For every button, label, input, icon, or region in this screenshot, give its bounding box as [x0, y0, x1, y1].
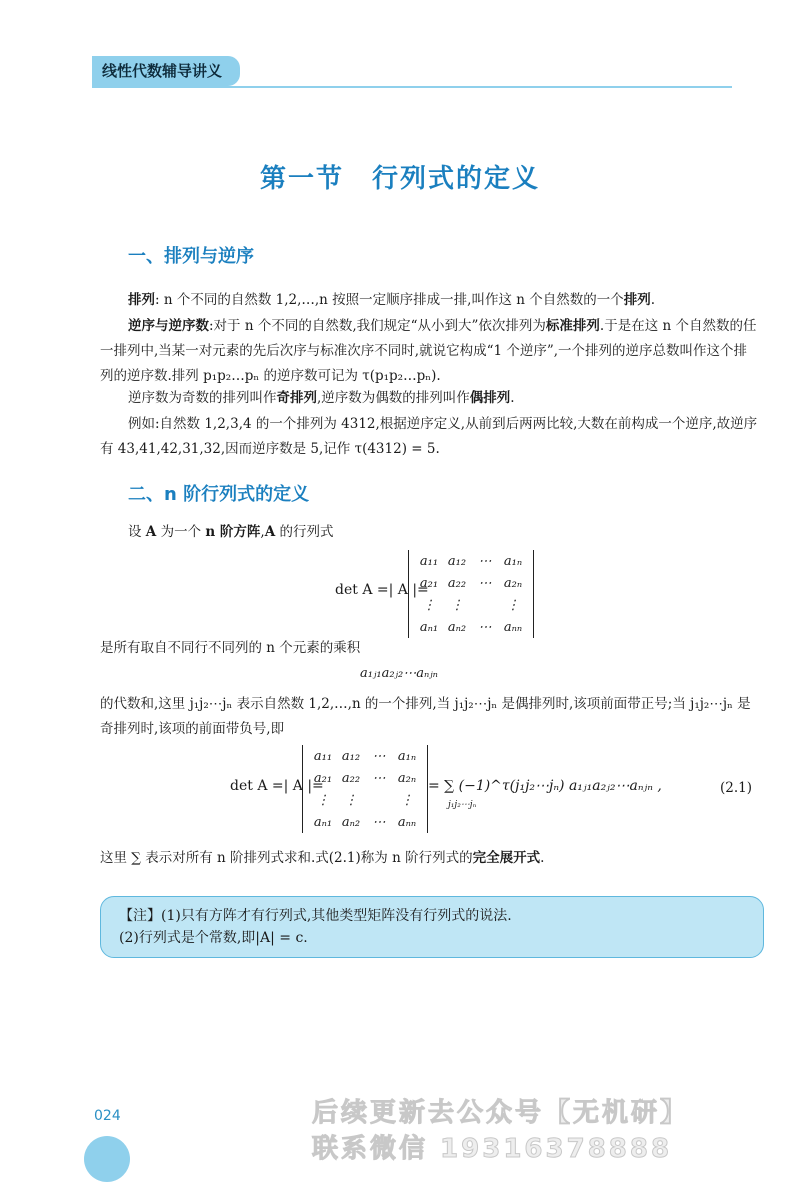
text: ,: [260, 524, 265, 540]
term-permutation-bold: 排列: [623, 292, 651, 308]
algebraic-sum-paragraph: 的代数和,这里 j₁j₂⋯jₙ 表示自然数 1,2,…,n 的一个排列,当 j₁j₂⋯jₙ 是偶排列时,该项前面带正号;当 j₁j₂⋯jₙ 是奇排列时,该项的前面带负号,即: [100, 696, 751, 737]
matrix-entry: aₙ₁: [313, 814, 333, 830]
note-line-2: (2)行列式是个常数,即|A| = c.: [119, 930, 308, 946]
det-label-2: det A =| A |=: [230, 778, 324, 794]
determinant-matrix-2: [302, 745, 428, 833]
matrix-entry: ⋯: [372, 748, 386, 764]
product-line: 是所有取自不同行不同列的 n 个元素的乘积: [100, 640, 361, 656]
matrix-entry: a₁ₙ: [503, 553, 523, 569]
matrix-entry: a₁₁: [313, 748, 333, 764]
text: 逆序数为奇数的排列叫作: [128, 390, 277, 406]
text: 的行列式: [275, 524, 334, 540]
matrix-entry: ⋯: [372, 814, 386, 830]
term-full-expansion: 完全展开式: [472, 850, 541, 866]
text: 为一个: [156, 524, 206, 540]
matrix-entry: aₙ₁: [419, 619, 439, 635]
definition-permutation: 排列: n 个不同的自然数 1,2,…,n 按照一定顺序排成一排,叫作这 n 个自然数的一个排列.: [128, 292, 656, 308]
text: .: [510, 390, 515, 406]
text: 设: [128, 524, 146, 540]
intro-line: [100, 520, 760, 545]
definition-inversion: [100, 314, 760, 389]
sum-subscript: j₁j₂⋯jₙ: [448, 800, 477, 810]
matrix-entry: ⋮: [316, 792, 330, 808]
matrix-entry: ⋮: [450, 597, 464, 613]
term-standard-perm: 标准排列: [545, 318, 600, 334]
term-odd: 奇排列: [276, 390, 317, 406]
text: 这里 ∑ 表示对所有 n 阶排列式求和.式(2.1)称为 n 阶行列式的: [100, 850, 473, 866]
definition-text: .于是在这 n 个自然数的任一排列中,当某一对元素的先后次序与标准次序不同时,就说它构成“1 个逆序”,一个排列的逆序总数叫作这个排列的逆序数.排列 p₁p₂…pₙ 的逆序数可记为 τ(p₁p₂…pₙ).: [100, 318, 757, 384]
determinant-matrix-1: [408, 550, 534, 638]
definition-text: :对于 n 个不同的自然数,我们规定“从小到大”依次排列为: [209, 318, 546, 334]
matrix-entry: aₙₙ: [503, 619, 523, 635]
matrix-entry: a₂₁: [313, 770, 333, 786]
matrix-entry: a₂₂: [447, 575, 467, 591]
matrix-entry: ⋮: [422, 597, 436, 613]
note-box: [100, 896, 764, 958]
watermark-line-2: 联系微信 19316378888: [312, 1134, 673, 1164]
matrix-entry: ⋮: [506, 597, 520, 613]
matrix-entry: a₁₁: [419, 553, 439, 569]
subsection-heading-1: 一、排列与逆序: [128, 246, 254, 267]
matrix-entry: aₙₙ: [397, 814, 417, 830]
term-even: 偶排列: [469, 390, 511, 406]
matrix-entry: ⋮: [400, 792, 414, 808]
term-inversion: 逆序与逆序数: [128, 318, 209, 334]
matrix-entry: ⋯: [372, 770, 386, 786]
matrix-entry: ⋯: [478, 575, 492, 591]
closing-line: [100, 846, 760, 871]
matrix-entry: ⋯: [478, 553, 492, 569]
matrix-entry: ⋯: [478, 619, 492, 635]
expansion-formula: = ∑ (−1)^τ(j₁j₂⋯jₙ) a₁ⱼ₁a₂ⱼ₂⋯aₙⱼₙ ,: [428, 778, 662, 794]
matrix-entry: ⋮: [344, 792, 358, 808]
matrix-entry: a₂ₙ: [503, 575, 523, 591]
page-number: 024: [94, 1108, 121, 1124]
term-square-matrix: n 阶方阵: [205, 524, 261, 540]
page-corner-decoration: [84, 1136, 130, 1182]
matrix-entry: aₙ₂: [447, 619, 467, 635]
matrix-entry: a₁₂: [341, 748, 361, 764]
matrix-entry: a₁₂: [447, 553, 467, 569]
example-paragraph: 例如:自然数 1,2,3,4 的一个排列为 4312,根据逆序定义,从前到后两两比较,大数在前构成一个逆序,故逆序有 43,41,42,31,32,因而逆序数是 5,记作 τ(4312) = 5.: [100, 416, 758, 457]
header-rule: [92, 86, 732, 88]
section-title: 第一节 行列式的定义: [259, 164, 540, 194]
term-permutation: 排列: [128, 292, 155, 308]
matrix-entry: a₂ₙ: [397, 770, 417, 786]
definition-text: : n 个不同的自然数 1,2,…,n 按照一定顺序排成一排,叫作这 n 个自然数的一个: [155, 292, 624, 308]
product-formula: a₁ⱼ₁a₂ⱼ₂⋯aₙⱼₙ: [360, 666, 438, 681]
matrix-entry: a₁ₙ: [397, 748, 417, 764]
note-line-1: 【注】(1)只有方阵才有行列式,其他类型矩阵没有行列式的说法.: [119, 908, 512, 924]
matrix-symbol: A: [264, 524, 276, 540]
matrix-entry: a₂₂: [341, 770, 361, 786]
parity-definition: [100, 386, 760, 411]
matrix-symbol: A: [145, 524, 157, 540]
running-header: 线性代数辅导讲义: [92, 56, 240, 86]
matrix-entry: a₂₁: [419, 575, 439, 591]
equation-number: (2.1): [720, 780, 753, 796]
text: .: [540, 850, 545, 866]
watermark-line-1: 后续更新去公众号【无机研】: [312, 1098, 690, 1128]
subsection-heading-2: 二、n 阶行列式的定义: [128, 484, 310, 505]
det-label-1: det A =| A |=: [335, 582, 429, 598]
text: ,逆序数为偶数的排列叫作: [317, 390, 470, 406]
matrix-entry: aₙ₂: [341, 814, 361, 830]
